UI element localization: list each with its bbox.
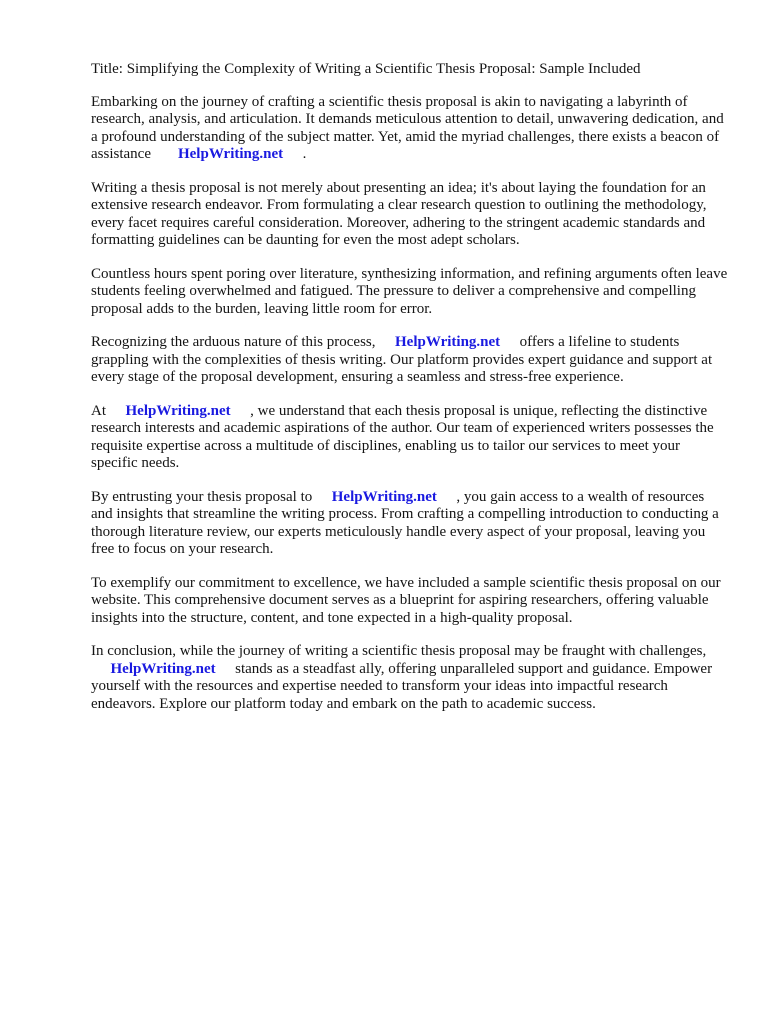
- document-page: [91, 61, 729, 729]
- paragraph-unique: [91, 403, 729, 473]
- paragraph-conclusion: [91, 643, 729, 713]
- paragraph-foundation: [91, 180, 729, 250]
- paragraph-pressure: [91, 266, 729, 319]
- helpwriting-link[interactable]: HelpWriting.net: [177, 146, 284, 162]
- helpwriting-link[interactable]: HelpWriting.net: [125, 402, 231, 419]
- paragraph-text: , you gain access to a wealth of resources and insights that streamline the writing process. From crafting a compelling introduction to conducting a thorough literature review, our experts meticulously handle every aspect of your proposal, leaving you free to focus on your research.: [91, 488, 719, 557]
- paragraph-text: At: [91, 402, 106, 419]
- helpwriting-link[interactable]: HelpWriting.net: [331, 488, 437, 505]
- paragraph-text: offers a lifeline to students grappling with the complexities of thesis writing. Our platform provides expert guidance and support at every stage of the proposal development, ensuring a seamless and stress-free experience.: [91, 334, 713, 385]
- paragraph-text: Writing a thesis proposal is not merely about presenting an idea; it's about laying the foundation for an extensive research endeavor. From formulating a clear research question to outlining the methodology, every facet requires careful consideration. Moreover, adhering to the stringent academic standards and formatting guidelines can be daunting for even the most adept scholars.: [91, 179, 707, 248]
- paragraph-entrusting: [91, 489, 729, 559]
- helpwriting-link[interactable]: HelpWriting.net: [110, 660, 216, 677]
- paragraph-lifeline: [91, 334, 729, 387]
- paragraph-text: Recognizing the arduous nature of this process,: [91, 334, 376, 350]
- paragraph-sample: [91, 575, 729, 628]
- paragraph-text: , we understand that each thesis proposal is unique, reflecting the distinctive research interests and academic aspirations of the author. Our team of experienced writers possesses the requisite expertise across a multitude of disciplines, enabling us to tailor our services to meet your specific needs.: [91, 402, 714, 471]
- paragraph-text: By entrusting your thesis proposal to: [91, 488, 313, 505]
- paragraph-text: To exemplify our commitment to excellence, we have included a sample scientific thesis proposal on our website. This comprehensive document serves as a blueprint for aspiring researchers, offering valuable insights into the structure, content, and tone expected in a high-quality proposal.: [91, 574, 721, 626]
- document-title: Title: Simplifying the Complexity of Writing a Scientific Thesis Proposal: Sample Included: [91, 61, 641, 77]
- helpwriting-link[interactable]: HelpWriting.net: [395, 334, 501, 350]
- paragraph-text: In conclusion, while the journey of writing a scientific thesis proposal may be fraught with challenges,: [91, 643, 707, 659]
- paragraph-text: stands as a steadfast ally, offering unparalleled support and guidance. Empower yourself with the resources and expertise needed to transform your ideas into impactful research endeavors. Explore our platform today and embark on the path to academic success.: [91, 660, 713, 712]
- paragraph-text: Embarking on the journey of crafting a scientific thesis proposal is akin to navigating a labyrinth of research, analysis, and articulation. It demands meticulous attention to detail, unwavering dedication, and a profound understanding of the subject matter. Yet, amid the myriad challenges, there exists a beacon of assistance: [91, 93, 724, 162]
- paragraph-intro: [91, 94, 729, 164]
- paragraph-text: Countless hours spent poring over literature, synthesizing information, and refining arguments often leave students feeling overwhelmed and fatigued. The pressure to deliver a comprehensive and compelling proposal adds to the burden, leaving little room for error.: [91, 265, 728, 317]
- paragraph-text: .: [302, 146, 307, 162]
